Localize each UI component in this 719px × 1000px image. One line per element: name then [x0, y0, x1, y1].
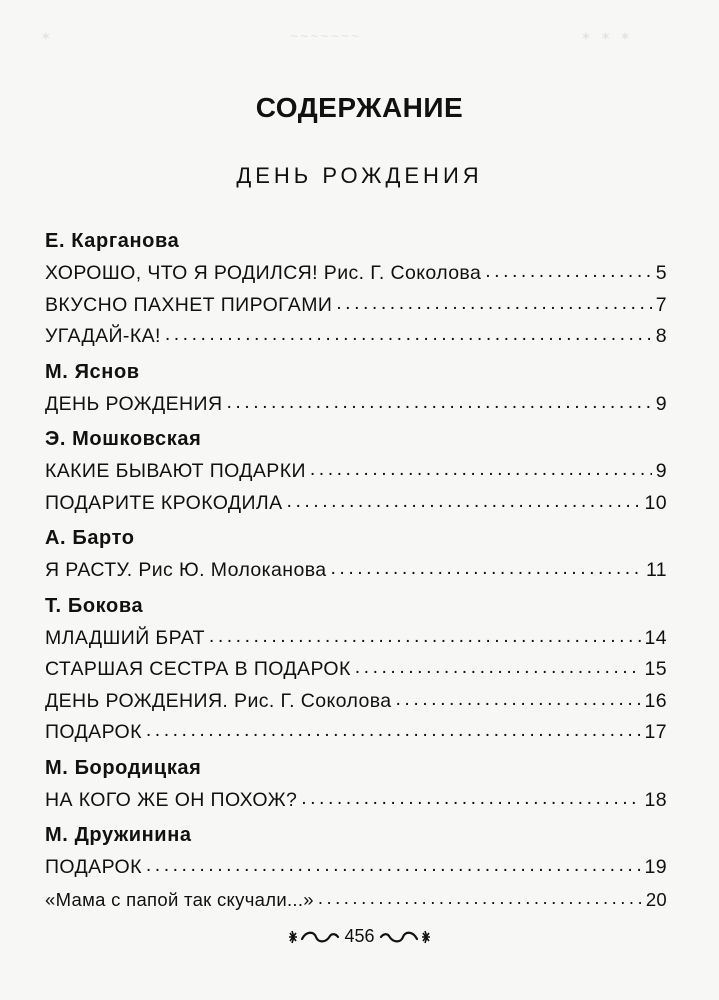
entry-page: 10: [644, 491, 667, 514]
toc-entry[interactable]: [45, 717, 667, 749]
entry-page: 9: [655, 392, 667, 415]
dot-leader: [310, 454, 652, 486]
entry-title: «Мама с папой так скучали...»: [45, 888, 314, 910]
page-number: 456: [344, 926, 375, 946]
entry-title: ВКУСНО ПАХНЕТ ПИРОГАМИ: [45, 293, 333, 316]
toc-entry[interactable]: [45, 488, 667, 520]
entry-page: 20: [645, 888, 667, 910]
toc-entry[interactable]: [45, 686, 667, 718]
author-name: М. Яснов: [45, 360, 140, 383]
dot-leader: [485, 256, 652, 288]
entry-title: МЛАДШИЙ БРАТ: [45, 626, 205, 649]
section-title: ДЕНЬ РОЖДЕНИЯ: [236, 163, 483, 188]
entry-page: 14: [644, 626, 667, 649]
entry-page: 18: [644, 788, 667, 811]
entry-page: 15: [644, 658, 667, 680]
toc-entry[interactable]: [45, 555, 667, 587]
dot-leader: [146, 850, 641, 882]
left-ornament-icon: [288, 927, 340, 947]
entry-title: СТАРШАЯ СЕСТРА В ПОДАРОК: [45, 658, 351, 680]
entry-page: 11: [645, 559, 667, 581]
toc-entry[interactable]: [45, 623, 667, 655]
author-name: А. Барто: [45, 527, 135, 549]
toc-entry[interactable]: [45, 389, 667, 421]
author-name: М. Бородицкая: [45, 756, 202, 779]
entry-title: ДЕНЬ РОЖДЕНИЯ: [45, 392, 223, 415]
dot-leader: [165, 319, 652, 351]
entry-page: 5: [655, 262, 667, 284]
toc-entry[interactable]: [45, 785, 667, 817]
entry-page: 7: [655, 293, 667, 316]
toc-entry[interactable]: [45, 654, 667, 686]
dot-leader: [287, 486, 641, 518]
entry-page: 19: [644, 856, 667, 878]
entry-title: ПОДАРОК: [45, 856, 142, 878]
toc-entry[interactable]: [45, 321, 667, 353]
entry-title: КАКИЕ БЫВАЮТ ПОДАРКИ: [45, 460, 306, 482]
table-of-contents: [45, 222, 667, 915]
dot-leader: [226, 387, 651, 419]
entry-page: 17: [644, 721, 667, 743]
dot-leader: [209, 621, 641, 653]
toc-entry[interactable]: [45, 290, 667, 322]
page-title: СОДЕРЖАНИЕ: [255, 92, 464, 123]
author-name: Е. Карганова: [45, 230, 180, 252]
bleed-through-header: ✶ ~~~~~~~ ✶ ✶ ✶: [40, 28, 633, 44]
dot-leader: [336, 288, 651, 320]
author-name: Э. Мошковская: [45, 428, 202, 450]
entry-title: ПОДАРИТЕ КРОКОДИЛА: [45, 491, 283, 514]
dot-leader: [318, 882, 642, 914]
entry-title: УГАДАЙ-КА!: [45, 325, 161, 347]
entry-page: 8: [655, 325, 667, 347]
entry-title: ДЕНЬ РОЖДЕНИЯ. Рис. Г. Соколова: [45, 689, 392, 712]
author-name: М. Дружинина: [45, 824, 192, 846]
entry-title: ПОДАРОК: [45, 721, 142, 743]
entry-title: ХОРОШО, ЧТО Я РОДИЛСЯ! Рис. Г. Соколова: [45, 262, 482, 284]
right-ornament-icon: [379, 927, 431, 947]
toc-entry[interactable]: [45, 852, 667, 884]
toc-entry[interactable]: [45, 884, 667, 916]
entry-title: Я РАСТУ. Рис Ю. Молоканова: [45, 559, 327, 581]
dot-leader: [355, 652, 641, 684]
dot-leader: [331, 553, 642, 585]
dot-leader: [146, 715, 641, 747]
dot-leader: [395, 684, 640, 716]
entry-page: 16: [644, 689, 667, 712]
toc-entry[interactable]: [45, 456, 667, 488]
dot-leader: [301, 783, 640, 815]
entry-title: НА КОГО ЖЕ ОН ПОХОЖ?: [45, 788, 298, 811]
toc-entry[interactable]: [45, 258, 667, 290]
author-name: Т. Бокова: [45, 594, 144, 617]
page-footer: [0, 926, 719, 947]
entry-page: 9: [655, 460, 667, 482]
